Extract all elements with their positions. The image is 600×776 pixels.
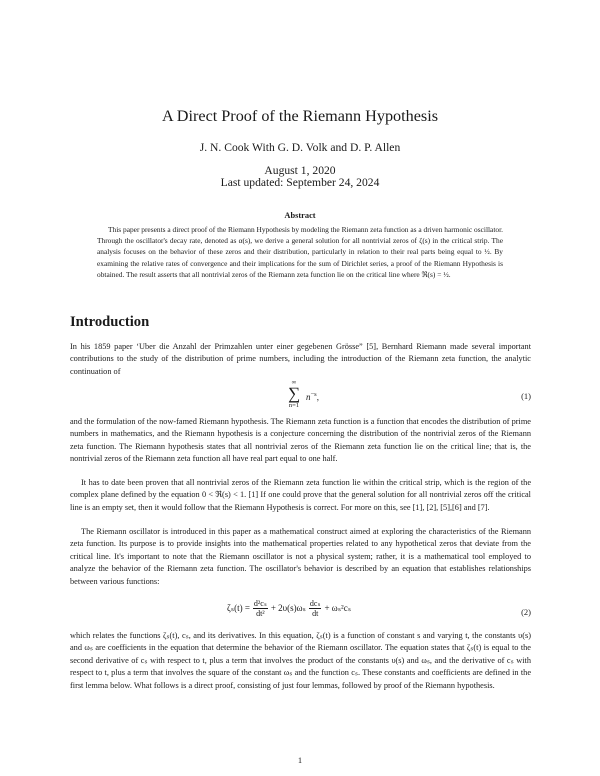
page-number: 1 — [297, 755, 303, 765]
fraction-2-numerator: dcₛ — [309, 599, 321, 608]
equation-2-middle-term: + 2υ(s)ωₛ — [270, 603, 306, 613]
second-derivative-fraction — [253, 599, 268, 618]
paragraph-3: It has to date been proven that all nontrivial zeros of the Riemann zeta function lie within the critical strip, which is the region of the complex plane defined by the equation 0 < ℜ(s) < 1. [1] If one could prove that the general solution for all nontrivial zeros off the critical line is an empty set, then it would follow that the Riemann Hypothesis is correct. For more on this, see [1], [2], [5],[6] and [7]. — [70, 478, 531, 512]
abstract-heading: Abstract — [284, 211, 316, 220]
section-heading-introduction: Introduction — [70, 314, 150, 330]
sum-lower-limit: n=1 — [288, 402, 300, 409]
fraction-1-numerator: d²cₛ — [253, 599, 267, 608]
sum-upper-limit: ∞ — [291, 379, 297, 386]
paper-authors: J. N. Cook With G. D. Volk and D. P. Allen — [199, 141, 401, 154]
abstract-text: This paper presents a direct proof of the Riemann Hypothesis by modeling the Riemann zeta function as a driven harmonic oscillator. Through the oscillator's decay rate, denoted as α(s), we derive a general solution for all nontrivial zeros of ζ(s) in the critical strip. The analysis focuses on the behavior of these zeros and their distribution, particularly in relation to their real parts being equal to ½. By examining the relative rates of convergence and their implications for the sum of Dirichlet series, a proof of the Riemann Hypothesis is obtained. The result asserts that all nontrivial zeros of the Riemann zeta function lie on the critical line where ℜ(s) = ½. — [97, 225, 503, 279]
equation-2 — [70, 590, 531, 624]
sum-term-base: n — [306, 392, 311, 402]
summation-symbol: ∑ — [287, 384, 301, 403]
paragraph-1: In his 1859 paper ‘Uber die Anzahl der Primzahlen unter einer gegebenen Grösse” [5], Bernhard Riemann made several important contributions to the study of the distribution of prime numbers, including the introduction of the Riemann zeta function, the analytic continuation of — [70, 342, 531, 376]
fraction-2-denominator: dt — [312, 609, 319, 618]
paper-title: A Direct Proof of the Riemann Hypothesis — [161, 107, 439, 125]
fraction-1-denominator: dt² — [256, 609, 265, 618]
paragraph-4: The Riemann oscillator is introduced in this paper as a mathematical construct aimed at exploring the characteristics of the Riemann zeta function. Its purpose is to provide insights into the mathematical properties related to any hypothetical zeros that deviate from the critical line. It's important to note that the Riemann oscillator is not a physical system; rather, it is a mathematical tool employed to analyze the behavior of the Riemann zeta function. The oscillator's behavior is described by an equation that establishes relationships between various functions: — [70, 527, 531, 586]
last-updated-date: Last updated: September 24, 2024 — [220, 176, 380, 189]
equation-1 — [70, 379, 531, 415]
equation-2-number: (2) — [521, 607, 531, 617]
equation-1-number: (1) — [521, 391, 531, 401]
paragraph-2: and the formulation of the now-famed Riemann hypothesis. The Riemann zeta function is a function that encodes the distribution of prime numbers in mathematics, and the Riemann hypothesis is a conjecture concerning the distribution of the nontrivial zeros of the Riemann zeta function. The Riemann hypothesis states that all nontrivial zeros of the Riemann zeta function lie on the critical line; that is, the nontrivial zeros of the Riemann zeta function all have real part equal to one half. — [70, 417, 531, 464]
sum-term-exponent: −s — [310, 391, 317, 398]
paragraph-5: which relates the functions ζₛ(t), cₛ, and its derivatives. In this equation, ζₛ(t) is a function of constant s and varying t, the constants υ(s) and ωₛ are coefficients in the equation that determine the behavior of the Riemann oscillator. The equation states that ζₛ(t) is equal to the second derivative of cₛ with respect to t, plus a term that involves the product of the constants υ(s) and ωₛ, and the derivative of cₛ with respect to t, plus a term that involves the square of the constant ωₛ and the function cₛ. These constants and coefficients are defined in the first lemma below. What follows is a direct proof, consisting of just four lemmas, followed by proof of the Riemann hypothesis. — [70, 631, 531, 690]
first-derivative-fraction — [309, 599, 322, 618]
equation-2-lhs: ζₛ(t) = — [227, 603, 250, 613]
equation-1-trail: , — [316, 392, 319, 402]
publication-date: August 1, 2020 — [264, 164, 336, 177]
equation-2-tail-term: + ωₛ²cₛ — [324, 603, 352, 613]
paper-dates — [0, 165, 600, 189]
